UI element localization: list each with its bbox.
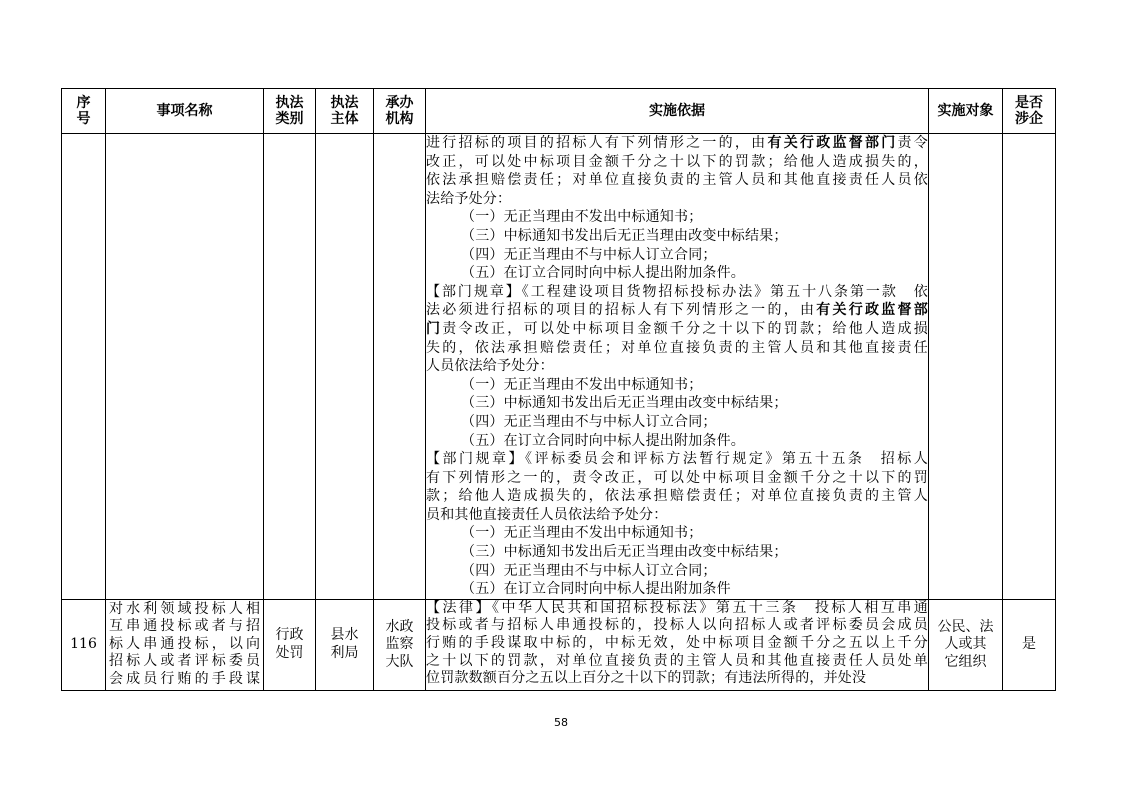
basis-text-116 — [426, 599, 929, 690]
basis-line — [426, 394, 928, 413]
cell-empty — [264, 134, 316, 600]
enforcement-type-cell — [264, 599, 316, 690]
basis-line — [426, 320, 928, 339]
cell-line: 人或其 — [944, 636, 987, 653]
enterprise-cell: 是 — [1003, 599, 1056, 690]
basis-segment: 位罚款数额百分之五以上百分之十以下的罚款；有违法所得的，并处没 — [426, 670, 867, 687]
basis-line — [426, 208, 928, 227]
basis-segment: （三）中标通知书发出后无正当理由改变中标结果； — [461, 395, 788, 412]
cell-empty — [316, 134, 374, 600]
cell-line: 对水利领域投标人相 — [109, 600, 260, 617]
basis-line — [426, 469, 928, 488]
basis-line — [426, 153, 928, 172]
basis-segment: （五）在订立合同时向中标人提出附加条件。 — [461, 432, 745, 449]
basis-line — [426, 670, 928, 688]
basis-line — [426, 524, 928, 543]
basis-segment: 法必须进行招标的项目的招标人有下列情形之一的，由 — [426, 302, 817, 319]
basis-segment: 失的，依法承担赔偿责任；对单位直接负责的主管人员和其他直接责任 — [426, 339, 928, 356]
cell-empty — [1003, 134, 1056, 600]
agency-cell — [374, 599, 426, 690]
cell-empty — [106, 134, 264, 600]
basis-line — [426, 562, 928, 581]
header-target: 实施对象 — [929, 89, 1003, 134]
basis-line — [426, 301, 928, 320]
basis-line — [426, 413, 928, 432]
bold-term: 门 — [426, 320, 443, 337]
enforcement-table — [61, 88, 1056, 691]
basis-segment: 依法承担赔偿责任；对单位直接负责的主管人员和其他直接责任人员依 — [426, 172, 928, 189]
basis-segment: 法给予处分： — [426, 190, 512, 207]
cell-line: 处罚 — [275, 644, 304, 661]
basis-segment: （五）在订立合同时向中标人提出附加条件 — [461, 581, 731, 598]
basis-segment: （一）无正当理由不发出中标通知书； — [461, 376, 703, 393]
basis-line — [426, 635, 928, 653]
basis-segment: 员和其他直接责任人员依法给予处分： — [426, 506, 668, 523]
basis-segment: 【部门规章】《评标委员会和评标方法暂行规定》第五十五条 招标人 — [426, 451, 928, 468]
basis-line — [426, 171, 928, 190]
item-name-cell — [106, 599, 264, 690]
cell-line: 互串通投标或者与招 — [109, 618, 260, 635]
enforcement-subject-lines — [316, 627, 373, 662]
basis-line — [426, 134, 928, 153]
basis-line — [426, 357, 928, 376]
item-name-lines — [106, 601, 263, 689]
cell-line: 县水 — [330, 627, 359, 644]
basis-line — [426, 190, 928, 209]
basis-segment: 改正，可以处中标项目金额千分之十以下的罚款；给他人造成损失的， — [426, 153, 928, 170]
basis-line — [426, 543, 928, 562]
cell-line: 大队 — [385, 653, 414, 670]
basis-segment: 责令改正，可以处中标项目金额千分之十以下的罚款；给他人造成损 — [442, 320, 928, 337]
basis-line — [426, 600, 928, 618]
cell-empty — [374, 134, 426, 600]
header-row — [62, 89, 1056, 134]
basis-text-continuation — [426, 134, 929, 600]
basis-lines — [426, 600, 928, 688]
header-name: 事项名称 — [106, 89, 264, 134]
cell-line: 公民、法 — [937, 618, 994, 635]
basis-line — [426, 617, 928, 635]
basis-line — [426, 376, 928, 395]
enforcement-subject-cell — [316, 599, 374, 690]
header-enterprise: 是否涉企 — [1003, 89, 1056, 134]
basis-line — [426, 506, 928, 525]
target-lines — [929, 619, 1002, 672]
seq-cell: 116 — [62, 599, 106, 690]
basis-line — [426, 227, 928, 246]
table-row-116 — [62, 599, 1056, 690]
basis-segment: 人员依法给予处分： — [426, 358, 554, 375]
cell-line: 行政 — [275, 627, 304, 644]
header-seq: 序号 — [62, 89, 106, 134]
header-agency: 承办机构 — [374, 89, 426, 134]
basis-segment: 【法律】《中华人民共和国招标投标法》第五十三条 投标人相互串通 — [426, 599, 928, 616]
cell-line: 它组织 — [944, 653, 987, 670]
cell-line: 利局 — [330, 644, 359, 661]
page-number: 58 — [554, 716, 568, 729]
cell-empty — [62, 134, 106, 600]
basis-segment: 进行招标的项目的招标人有下列情形之一的，由 — [426, 135, 768, 151]
enforcement-type-lines — [264, 627, 315, 662]
basis-line — [426, 450, 928, 469]
basis-segment: 责令 — [897, 135, 928, 151]
basis-segment: （三）中标通知书发出后无正当理由改变中标结果； — [461, 227, 788, 244]
basis-segment: （四）无正当理由不与中标人订立合同； — [461, 413, 717, 430]
agency-lines — [374, 619, 425, 672]
basis-line — [426, 339, 928, 358]
table-row-continuation — [62, 134, 1056, 600]
basis-line — [426, 246, 928, 265]
bold-term: 有关行政监督部 — [816, 302, 928, 319]
basis-segment: （五）在订立合同时向中标人提出附加条件。 — [461, 265, 745, 282]
basis-lines — [426, 134, 928, 599]
basis-segment: （一）无正当理由不发出中标通知书； — [461, 209, 703, 226]
cell-line: 水政 — [385, 618, 414, 635]
basis-segment: 【部门规章】《工程建设项目货物招标投标办法》第五十八条第一款 依 — [426, 283, 928, 300]
basis-segment: 有下列情形之一的，责令改正，可以处中标项目金额千分之十以下的罚 — [426, 469, 928, 486]
cell-line: 监察 — [385, 636, 414, 653]
basis-line — [426, 283, 928, 302]
basis-segment: （一）无正当理由不发出中标通知书； — [461, 525, 703, 542]
basis-segment: 行贿的手段谋取中标的，中标无效，处中标项目金额千分之五以上千分 — [426, 635, 928, 652]
cell-line: 标人串通投标，以向 — [109, 635, 260, 652]
cell-line: 会成员行贿的手段谋 — [109, 670, 260, 687]
basis-line — [426, 653, 928, 671]
header-subject: 执法主体 — [316, 89, 374, 134]
target-cell — [929, 599, 1003, 690]
basis-line — [426, 580, 928, 599]
basis-line — [426, 264, 928, 283]
basis-segment: 投标或者与招标人串通投标的，投标人以向招标人或者评标委员会成员 — [426, 617, 928, 634]
basis-segment: （三）中标通知书发出后无正当理由改变中标结果； — [461, 544, 788, 561]
basis-segment: 之十以下的罚款，对单位直接负责的主管人员和其他直接责任人员处单 — [426, 652, 928, 669]
header-type: 执法类别 — [264, 89, 316, 134]
basis-line — [426, 432, 928, 451]
bold-term: 有关行政监督部门 — [767, 135, 898, 151]
basis-segment: （四）无正当理由不与中标人订立合同； — [461, 562, 717, 579]
basis-line — [426, 487, 928, 506]
basis-segment: 款；给他人造成损失的，依法承担赔偿责任；对单位直接负责的主管人 — [426, 488, 928, 505]
basis-segment: （四）无正当理由不与中标人订立合同； — [461, 246, 717, 263]
cell-line: 招标人或者评标委员 — [109, 653, 260, 670]
cell-empty — [929, 134, 1003, 600]
header-basis: 实施依据 — [426, 89, 929, 134]
